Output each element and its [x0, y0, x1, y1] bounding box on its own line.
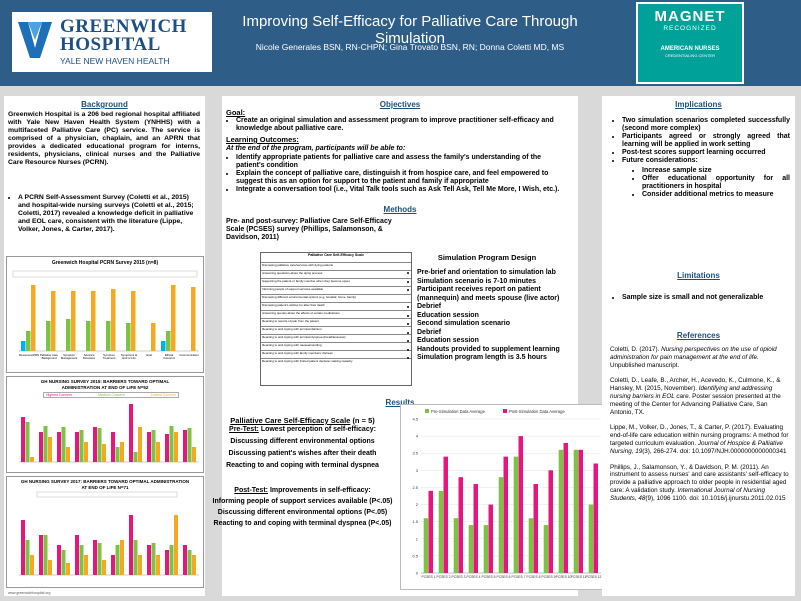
outcome-item: • Explain the concept of palliative care, distinguish it from hospice care, and feel empowered to suggest this as an option for support to the patient and family if appropriate — [236, 170, 571, 186]
y-tick-label: 2 — [415, 502, 418, 508]
chart3-bar — [39, 535, 43, 575]
design-item: • Debrief — [417, 329, 575, 338]
results-title: Results — [385, 398, 415, 407]
chart1-bar — [126, 323, 131, 351]
pcses-row: Reacting to and coping with limited patient decision-making capacity — [261, 358, 411, 366]
design-item: • Simulation scenario is 7-10 minutes — [417, 278, 575, 287]
chart1-category-labels — [19, 354, 199, 360]
implications-title: Implications — [675, 100, 722, 109]
chart2-bar — [21, 417, 25, 462]
ref2-b: Identifying and addressing nursing barriers in EOL care. — [610, 385, 773, 400]
chart1-cat: Symptom Management — [60, 353, 78, 361]
bar-pre — [589, 505, 594, 573]
chart1-bar — [21, 341, 26, 351]
y-tick-label: 3 — [415, 467, 418, 473]
chart2-bar — [30, 457, 34, 462]
pcses-row: Reacting to reports of pain from the patient — [261, 318, 411, 326]
chart3-bar — [129, 515, 133, 575]
chart1-cat: Communication — [179, 353, 199, 357]
bar-post — [579, 450, 584, 573]
implication-item: • Participants agreed or strongly agreed that learning will be applied in work setting — [622, 133, 790, 149]
goal-bullet: • Create an original simulation and assessment program to improve practitioner self-efficacy and knowledge about palliative care. — [236, 117, 571, 133]
chart1-bar — [166, 331, 171, 351]
chart1-cat: Advance Directives — [82, 353, 96, 361]
posttest-item: Reacting to and coping with terminal dyspnea (P<.05) — [213, 520, 392, 527]
reference-item — [610, 424, 790, 455]
chart1-bar — [106, 321, 111, 351]
chart2-bar — [192, 447, 196, 462]
bar-post — [564, 443, 569, 573]
chart3-bar — [84, 555, 88, 575]
bar-post — [534, 484, 539, 573]
x-tick-label: PCSES 4 — [466, 575, 481, 579]
bar-pre — [544, 525, 549, 573]
chart2-title-line1: GH NURSING SURVEY 2015: BARRIERS TOWARD OPTIMAL — [40, 379, 170, 384]
bar-pre — [514, 457, 519, 573]
ref1-b: Nursing perspectives on the use of opioid administration for pain management at the end of life. — [610, 346, 777, 361]
pcses-row: Reacting to and coping with terminal delirium — [261, 326, 411, 334]
chart2-bar — [188, 428, 192, 462]
x-tick-label: PCSES 10 — [555, 575, 572, 579]
pretest-line — [210, 425, 395, 434]
y-tick-label: 4.5 — [412, 416, 418, 422]
design-item: • Debrief — [417, 303, 575, 312]
chart3-bar — [183, 545, 187, 575]
pcrn-survey-chart — [6, 256, 204, 373]
pretest-item: Discussing different environmental options — [230, 438, 375, 445]
chart3-bar — [134, 540, 138, 575]
outcomes-label: Learning Outcomes: — [226, 135, 299, 144]
implication-sub-item: • Offer educational opportunity for all practitioners in hospital — [642, 175, 790, 191]
x-tick-label: PCSES 2 — [436, 575, 451, 579]
background-panel — [4, 96, 205, 596]
chart1-cat: Symptom Treatment — [102, 353, 116, 361]
chart3-title-line1: GH NURSING SURVEY 2017: BARRIERS TOWARD OPTIMAL ADMINISTRATION — [20, 479, 190, 484]
chart2-bar — [26, 422, 30, 462]
bar-pre — [439, 491, 444, 573]
ref4-c: (9), 1096 1100. doi: 10.1016/j.ijnurstu.2011.02.015 — [645, 494, 786, 502]
pcses-row: Discussing different environmental options (e.g. hospital, home, family) — [261, 294, 411, 302]
x-tick-label: PCSES 6 — [496, 575, 511, 579]
magnet-badge — [636, 2, 744, 84]
chart3-bar — [62, 550, 66, 575]
ref3-b: Journal of Hospice & Palliative Nursing, 19 — [610, 439, 783, 455]
chart2-bar — [147, 432, 151, 462]
design-item: • Education session — [417, 337, 575, 346]
hospital-logo — [12, 12, 212, 72]
posttest-item: Informing people of support services available (P<.05) — [212, 498, 393, 505]
design-item: • Participant receives report on patient (mannequin) and meets spouse (live actor) — [417, 286, 575, 303]
bar-post — [519, 436, 524, 573]
chart2-bar — [165, 434, 169, 462]
bar-post — [594, 463, 599, 573]
chart2-bar — [170, 426, 174, 462]
ref1-a: Coletti, D. (2017). — [610, 346, 662, 353]
chart1-bar — [26, 331, 31, 351]
implication-sub-item: • Increase sample size — [642, 167, 790, 175]
chart2-legend-item: Highest Concern — [46, 393, 73, 397]
bar-post — [504, 457, 509, 573]
bar-post — [474, 484, 479, 573]
ref1-c: Unpublished manuscript. — [610, 361, 680, 369]
posttest-desc: Improvements in self-efficacy: — [269, 487, 371, 494]
ref2-c: Poster session presented at the meeting of the Center for Advancing Palliative Care, San Antonio, TX. — [610, 392, 781, 416]
x-tick-label: PCSES 8 — [526, 575, 541, 579]
chart1-cat: Resources/PRN — [19, 353, 40, 357]
chart1-bar — [151, 323, 156, 351]
pcses-row: Reacting to and coping with terminal dyspnea (breathlessness) — [261, 334, 411, 342]
x-tick-label: PCSES 12 — [585, 575, 602, 579]
chart2-bar — [62, 427, 66, 462]
chart2-bar — [44, 426, 48, 462]
chart1-bar — [161, 341, 166, 351]
references-list — [610, 346, 790, 503]
chart1-bar — [71, 291, 76, 351]
design-list — [407, 269, 575, 363]
implication-item: • Two simulation scenarios completed successfully (second more complex) — [622, 117, 790, 133]
chart2-bar — [98, 428, 102, 462]
design-item: • Pre-brief and orientation to simulation lab — [417, 269, 575, 278]
chart2-bar — [156, 442, 160, 462]
poster-authors: Nicole Generales BSN, RN-CHPN; Gina Trovato BSN, RN; Donna Coletti MD, MS — [255, 42, 565, 52]
implications-list — [612, 117, 790, 199]
chart2-bar — [120, 442, 124, 462]
chart3-bar — [48, 560, 52, 575]
bar-pre — [574, 450, 579, 573]
chart1-bar — [91, 291, 96, 351]
pcses-row: Supporting the patient or family member when they become upset — [261, 278, 411, 286]
x-tick-label: PCSES 5 — [481, 575, 496, 579]
design-item: • Education session — [417, 312, 575, 321]
bar-post — [444, 457, 449, 573]
methods-title: Methods — [383, 205, 417, 214]
bar-pre — [469, 525, 474, 573]
chart3-bar — [165, 550, 169, 575]
logo-line2: HOSPITAL — [60, 34, 161, 55]
ref2-a: Coletti, D., Leafe, B., Archer, H., Acevedo, K., Culmone, K., & Hansley, M. (2015, November). — [610, 377, 781, 393]
x-tick-label: PCSES 1 — [421, 575, 436, 579]
y-tick-label: 1.5 — [412, 519, 418, 525]
outcome-item: • Identify appropriate patients for palliative care and assess the family's understanding of the patient's condition — [236, 154, 571, 170]
reference-item — [610, 464, 790, 503]
results-scale-heading — [210, 416, 395, 425]
posttest-item: Discussing different environmental options (P<.05) — [217, 509, 388, 516]
background-bullet: • A PCRN Self-Assessment Survey (Coletti et al., 2015) and hospital-wide nursing surveys (Coletti et al., 2015; Coletti, 2017) revealed a knowledge deficit in palliative and EOL care, consistent with the literature (Lippe, Volker, Jones, & Carter, 2017). — [18, 194, 200, 234]
chart1-bar — [86, 321, 91, 351]
chart3-bar — [26, 540, 30, 575]
bar-pre — [559, 450, 564, 573]
chart3-bars — [7, 477, 203, 587]
implication-item: • Future considerations: — [622, 157, 790, 165]
survey-2015-chart — [6, 376, 204, 473]
y-tick-label: 2.5 — [412, 484, 418, 490]
chart3-footer: www.greenwichhospital.org — [8, 591, 51, 595]
outcome-item: • Integrate a conversation tool (i.e., Vital Talk tools such as Ask Tell Ask, Tell Me More, I Wish, etc.). — [236, 186, 571, 194]
chart3-bar — [156, 555, 160, 575]
chart2-bar — [84, 442, 88, 462]
bar-pre — [484, 525, 489, 573]
bar-pre — [424, 518, 429, 573]
chart2-bar — [102, 444, 106, 462]
chart3-bar — [174, 515, 178, 575]
chart3-bar — [147, 545, 151, 575]
magnet-line1: MAGNET — [654, 8, 726, 25]
goal-text — [226, 117, 571, 133]
chart3-bar — [98, 543, 102, 575]
ref4-b: International Journal of Nursing Students, 48 — [610, 486, 765, 502]
pcses-row: Informing people of support services available — [261, 286, 411, 294]
chart2-bar — [57, 432, 61, 462]
goal-label: Goal: — [226, 108, 246, 117]
chart2-title-line2: ADMINISTRATION AT END OF LIFE N=52 — [61, 385, 149, 390]
design-item: • Simulation program length is 3.5 hours — [417, 354, 575, 363]
bar-post — [429, 491, 434, 573]
results-scale-name: Palliative Care Self-Efficacy Scale — [230, 416, 351, 425]
legend-label: Pre-Simulation Data Average — [431, 409, 485, 414]
ref4-a: Phillips, J., Salamonson, Y., & Davidson, P. M. (2011). An instrument to assess nurses' and care assistants' self-efficacy to provide a palliative approach to older people in residential aged care: A validation study. — [610, 463, 789, 494]
pcses-table-title: Palliative Care Self-Efficacy Scale — [307, 253, 365, 257]
legend-label: Post-Simulation Data Average — [509, 409, 565, 414]
chart1-bar — [191, 287, 196, 351]
design-item: • Second simulation scenario — [417, 320, 575, 329]
chart1-bar — [46, 321, 51, 351]
logo-line1: GREENWICH — [60, 16, 187, 37]
legend-swatch — [425, 409, 429, 413]
limitations-list — [612, 294, 790, 302]
chart2-bar — [66, 447, 70, 462]
background-title: Background — [81, 100, 128, 109]
chart2-bar — [48, 437, 52, 462]
y-tick-label: 3.5 — [412, 450, 418, 456]
pcses-row: Discussing patient's wishes for after their death — [261, 302, 411, 310]
chart1-bar — [31, 285, 36, 351]
posttest-line — [210, 486, 395, 495]
pretest-item: Reacting to and coping with terminal dyspnea — [226, 462, 379, 469]
ref3-a: Lippe, M., Volker, D., Jones, T., & Carter, P. (2017). Evaluating end-of-life care education within nursing programs: A method for targeted curriculum evaluation. — [610, 424, 789, 447]
implication-item: • Post-test scores support learning occurred — [622, 149, 790, 157]
logo-line3: YALE NEW HAVEN HEALTH — [60, 56, 170, 66]
chart2-legend-item: Medium Concern — [98, 393, 125, 397]
y-tick-label: 0.5 — [412, 553, 418, 559]
implication-sub-item: • Consider additional metrics to measure — [642, 191, 790, 199]
chart2-bar — [138, 427, 142, 462]
chart3-bar — [170, 545, 174, 575]
background-para1: Greenwich Hospital is a 206 bed regional hospital affiliated with Yale New Haven Health System (YNHHS) with a multifaceted Palliative Care (PC) service. The service is comprised of a physician, chaplain, and an APRN that provides a dedicated educational program for interns, residents, physicians, clinical nurses and the Palliative Care Resource Nurses (PCRN). — [8, 111, 200, 166]
reference-item — [610, 346, 790, 369]
chart3-bar — [30, 555, 34, 575]
chart3-bar — [116, 545, 120, 575]
legend-swatch — [503, 409, 507, 413]
results-chart — [400, 404, 608, 590]
chart1-cat: Grief — [146, 353, 153, 357]
chart3-bar — [138, 555, 142, 575]
background-para2 — [8, 194, 200, 234]
pcses-table — [260, 252, 412, 386]
posttest-label: Post-Test: — [234, 487, 268, 494]
outcomes-list — [226, 154, 571, 194]
pcses-row: Discussing palliative care/services with dying patients — [261, 262, 411, 270]
chart2-bar — [39, 432, 43, 462]
chart2-bar — [183, 430, 187, 462]
bar-pre — [499, 477, 504, 573]
chart2-bar — [116, 447, 120, 462]
chart3-bar — [192, 555, 196, 575]
chart2-bar — [129, 404, 133, 462]
pcses-row: Answering queries about the effects of certain medications — [261, 310, 411, 318]
chart2-bar — [93, 427, 97, 462]
chart1-cat: Palliative Care Background — [40, 353, 59, 361]
chart3-bar — [93, 540, 97, 575]
bar-post — [459, 477, 464, 573]
chart2-bar — [152, 430, 156, 462]
chart1-bar — [51, 291, 56, 351]
chart2-bar — [111, 432, 115, 462]
chart3-bar — [111, 555, 115, 575]
chart1-cat: Symptoms at End of Life — [120, 353, 138, 361]
x-tick-label: PCSES 7 — [511, 575, 526, 579]
limitation-item: • Sample size is small and not generalizable — [622, 294, 790, 302]
chart3-bar — [80, 545, 84, 575]
bar-post — [549, 470, 554, 573]
right-panel — [602, 96, 795, 596]
poster-title: Improving Self-Efficacy for Palliative Care Through Simulation — [242, 13, 578, 47]
chart3-bar — [120, 540, 124, 575]
chart3-bar — [44, 535, 48, 575]
design-item: • Handouts provided to supplement learning — [417, 346, 575, 355]
y-tick-label: 4 — [415, 433, 418, 439]
results-summary — [210, 416, 395, 528]
chart3-bar — [66, 563, 70, 575]
chart1-bar — [131, 291, 136, 351]
chart2-legend-item: Lowest Concern — [150, 393, 176, 397]
poster-body — [0, 86, 801, 601]
y-tick-label: 0 — [415, 570, 418, 576]
magnet-line2: RECOGNIZED — [663, 25, 717, 32]
chart3-bar — [188, 550, 192, 575]
hospital-logo-icon — [16, 18, 54, 62]
x-tick-label: PCSES 9 — [541, 575, 556, 579]
survey-2017-chart — [6, 476, 204, 588]
ref3-c: (3), 266-274. doi: 10.1097/NJH.0000000000000341 — [642, 447, 787, 455]
reference-item — [610, 377, 790, 416]
x-tick-label: PCSES 11 — [570, 575, 587, 579]
pretest-desc: Lowest perception of self-efficacy: — [260, 426, 376, 433]
pretest-label: Pre-Test: — [229, 426, 259, 433]
chart1-bar — [66, 319, 71, 351]
chart3-title-line2: AT END OF LIFE N=71 — [81, 485, 129, 490]
chart3-bar — [21, 520, 25, 575]
center-panel — [212, 96, 602, 596]
chart2-bar — [75, 432, 79, 462]
chart1-bar — [171, 285, 176, 351]
methods-text: Pre- and post-survey: Palliative Care Self-Efficacy Scale (PCSES) survey (Phillips, Salamonson, & Davidson, 2011) — [226, 218, 392, 241]
chart3-bar — [57, 545, 61, 575]
chart1-title: Greenwich Hospital PCRN Survey 2015 (n=8) — [51, 260, 159, 266]
chart2-bar — [174, 432, 178, 462]
chart3-bar — [75, 535, 79, 575]
design-title: Simulation Program Design — [437, 253, 537, 262]
poster-header — [0, 0, 801, 86]
pretest-item: Discussing patient's wishes after their death — [228, 450, 377, 457]
bar-post — [489, 505, 494, 573]
magnet-line3: AMERICAN NURSES — [660, 46, 720, 52]
y-tick-label: 1 — [415, 536, 418, 542]
pcses-row: Reacting to and coping with family members' distress — [261, 350, 411, 358]
pcses-row: Reacting to and coping with nausea/vomiting — [261, 342, 411, 350]
chart2-bars — [7, 377, 203, 472]
results-n: (n = 5) — [352, 416, 375, 425]
chart2-bar — [80, 430, 84, 462]
bar-pre — [454, 518, 459, 573]
x-tick-label: PCSES 3 — [451, 575, 466, 579]
objectives-title: Objectives — [379, 100, 421, 109]
pcses-row: Answering questions about the dying process — [261, 270, 411, 278]
magnet-line4: CREDENTIALING CENTER — [664, 53, 715, 58]
limitations-title: Limitations — [677, 271, 720, 280]
chart1-bar — [111, 289, 116, 351]
chart2-bar — [134, 452, 138, 462]
chart3-bar — [102, 560, 106, 575]
pcses-rows — [261, 262, 411, 366]
bar-pre — [529, 518, 534, 573]
chart1-cat: Ethical Concerns — [163, 353, 176, 361]
chart3-bar — [152, 543, 156, 575]
references-title: References — [676, 331, 721, 340]
outcomes-intro: At the end of the program, participants will be able to: — [226, 145, 406, 152]
